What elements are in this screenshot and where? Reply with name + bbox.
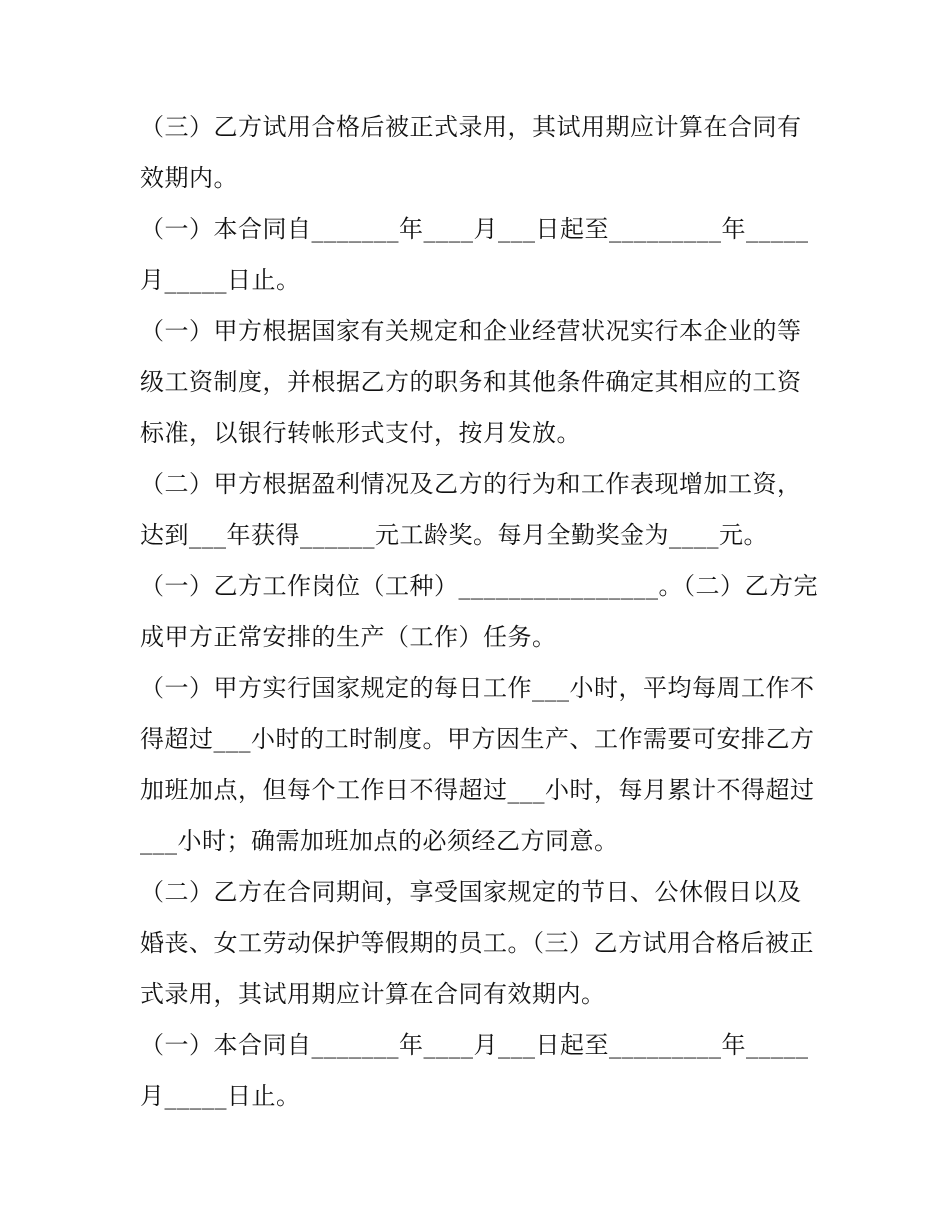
paragraph-holidays: （二）乙方在合同期间，享受国家规定的节日、公休假日以及婚丧、女工劳动保护等假期的员工。（三）乙方试用合格后被正式录用，其试用期应计算在合同有效期内。 [140, 878, 814, 1008]
paragraph-contract-period: （一）本合同自_______年____月___日起至_________年_____月_____日止。 [140, 215, 809, 294]
paragraph-wage-increase: （二）甲方根据盈利情况及乙方的行为和工作表现增加工资，达到___年获得______元工龄奖。每月全勤奖金为____元。 [140, 470, 802, 549]
paragraph-contract-period-repeat: （一）本合同自_______年____月___日起至_________年_____月_____日止。 [140, 1031, 809, 1110]
paragraph-probation-term: （三）乙方试用合格后被正式录用，其试用期应计算在合同有效期内。 [140, 113, 802, 192]
document-body [140, 102, 820, 1122]
paragraph-wage-system: （一）甲方根据国家有关规定和企业经营状况实行本企业的等级工资制度，并根据乙方的职务和其他条件确定其相应的工资标准，以银行转帐形式支付，按月发放。 [140, 317, 802, 447]
paragraph-job-position: （一）乙方工作岗位（工种）________________。（二）乙方完成甲方正常安排的生产（工作）任务。 [140, 572, 818, 651]
paragraph-working-hours: （一）甲方实行国家规定的每日工作___小时，平均每周工作不得超过___小时的工时制度。甲方因生产、工作需要可安排乙方加班加点，但每个工作日不得超过___小时，每月累计不得超过___小时；确需加班加点的必须经乙方同意。 [140, 674, 815, 855]
